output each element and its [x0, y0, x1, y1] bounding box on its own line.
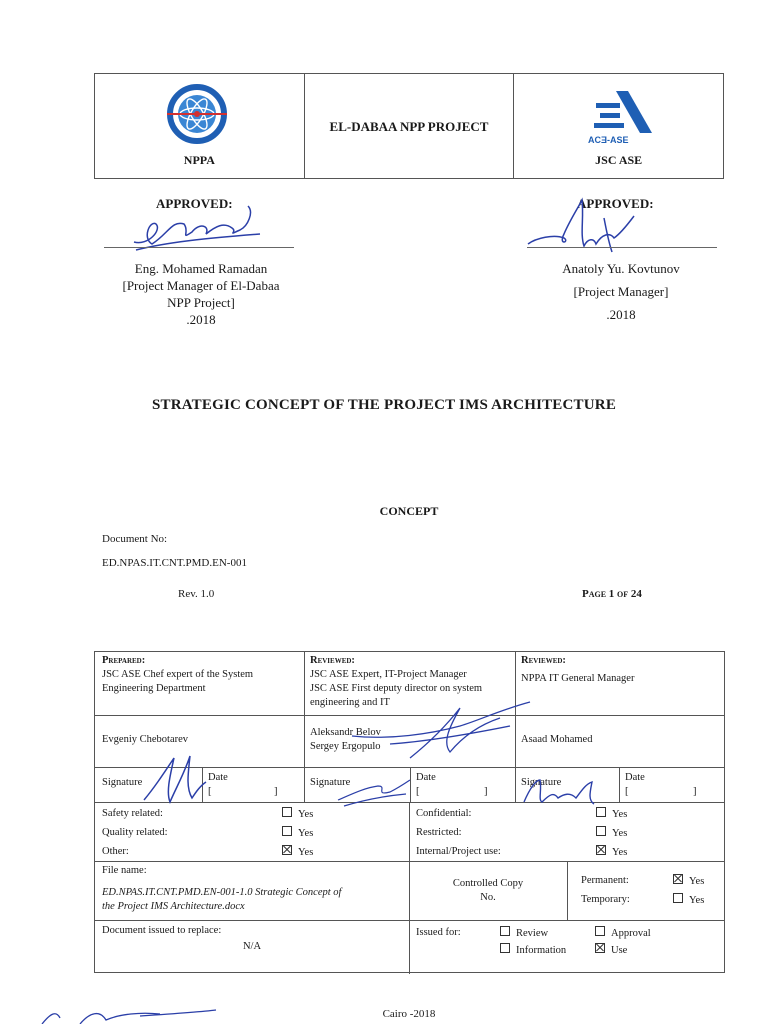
page-indicator: Page 1 of 24 [582, 588, 642, 600]
replace-label: Document issued to replace: [102, 925, 222, 936]
reviewed-heading-1: Reviewed: [310, 655, 355, 666]
document-type: CONCEPT [379, 504, 439, 518]
name-reviewed1-a: Aleksandr Belov [310, 727, 381, 738]
issued-use-option[interactable] [595, 943, 627, 958]
approval-label: Approval [611, 928, 651, 939]
ase-logo-text: ACƎ-ASE [588, 135, 629, 145]
signature-belov [350, 696, 540, 766]
issued-for-label: Issued for: [416, 927, 461, 938]
other-yes-label: Yes [298, 847, 314, 858]
internal-yes-label: Yes [612, 847, 628, 858]
prepared-heading: Prepared: [102, 655, 146, 666]
signature-kovtunov [524, 194, 644, 260]
controlled-copy-label: Controlled Copy [452, 878, 524, 889]
name-reviewed1-b: Sergey Ergopulo [310, 741, 381, 752]
signature-chebotarev [140, 748, 210, 808]
signature-label-2: Signature [310, 777, 351, 788]
confidential-checkbox[interactable] [596, 807, 606, 817]
approver-left-name: Eng. Mohamed Ramadan [134, 261, 268, 276]
use-checkbox-checked[interactable] [595, 943, 605, 953]
revision: Rev. 1.0 [178, 588, 215, 600]
doc-no-label: Document No: [102, 533, 168, 545]
quality-yes-label: Yes [298, 828, 314, 839]
header-cell-nppa [95, 74, 305, 178]
reviewed1-role-2: JSC ASE First deputy director on system [310, 683, 483, 694]
confidential-yes-label: Yes [612, 809, 628, 820]
reviewed2-role-1: NPPA IT General Manager [521, 673, 635, 684]
internal-yes-option[interactable] [596, 845, 627, 860]
file-name-line-1: ED.NPAS.IT.CNT.PMD.EN-001-1.0 Strategic Concept of [102, 887, 342, 898]
information-checkbox[interactable] [500, 943, 510, 953]
permanent-checkbox-checked[interactable] [673, 874, 683, 884]
permanent-label: Permanent: [581, 875, 629, 886]
header-project-title: EL-DABAA NPP PROJECT [329, 119, 489, 134]
approved-left-heading: APPROVED: [156, 196, 233, 211]
signature-label-3: Signature [521, 777, 562, 788]
information-label: Information [516, 945, 567, 956]
approval-checkbox[interactable] [595, 926, 605, 936]
confidential-label: Confidential: [416, 808, 472, 819]
permanent-yes-option[interactable] [673, 874, 704, 889]
signature-asaad [520, 776, 600, 808]
nppa-logo-icon [165, 82, 229, 146]
approver-right-name: Anatoly Yu. Kovtunov [562, 261, 680, 276]
date-bracket-open-1: [ [208, 786, 212, 797]
date-bracket-close-1: ] [274, 786, 278, 797]
footer-city-year: Cairo -2018 [382, 1008, 436, 1020]
reviewed1-role-1: JSC ASE Expert, IT-Project Manager [310, 669, 467, 680]
internal-use-label: Internal/Project use: [416, 846, 501, 857]
approved-right-heading: APPROVED: [577, 196, 654, 211]
prepared-role-2: Engineering Department [102, 683, 206, 694]
document-title: STRATEGIC CONCEPT OF THE PROJECT IMS ARCHITECTURE [151, 397, 617, 413]
table-vline [619, 767, 620, 802]
other-yes-option[interactable] [282, 845, 313, 860]
safety-yes-option[interactable] [282, 807, 313, 822]
safety-related-label: Safety related: [102, 808, 163, 819]
date-label-2: Date [416, 772, 436, 783]
approver-right-date: .2018 [606, 307, 636, 322]
temporary-label: Temporary: [581, 894, 630, 905]
date-label-1: Date [208, 772, 228, 783]
signature-label-1: Signature [102, 777, 143, 788]
replace-value: N/A [242, 941, 262, 952]
restricted-label: Restricted: [416, 827, 462, 838]
other-checkbox-checked[interactable] [282, 845, 292, 855]
header-table [94, 73, 724, 179]
restricted-yes-label: Yes [612, 828, 628, 839]
review-label: Review [516, 928, 549, 939]
reviewed1-role-3: engineering and IT [310, 697, 390, 708]
file-name-line-2: the Project IMS Architecture.docx [102, 901, 245, 912]
restricted-yes-option[interactable] [596, 826, 627, 841]
quality-related-label: Quality related: [102, 827, 168, 838]
issued-information-option[interactable] [500, 943, 566, 958]
approver-left-date: .2018 [186, 312, 216, 327]
temporary-yes-label: Yes [689, 895, 705, 906]
file-name-label: File name: [102, 865, 147, 876]
approver-right-block [516, 260, 726, 323]
table-vline [567, 861, 568, 920]
header-cell-project [305, 74, 515, 178]
approver-right-role: [Project Manager] [573, 284, 669, 299]
header-label-ase: JSC ASE [595, 153, 643, 167]
permanent-yes-label: Yes [689, 876, 705, 887]
safety-yes-label: Yes [298, 809, 314, 820]
controlled-copy-no: No. [480, 892, 496, 903]
prepared-role-1: JSC ASE Chef expert of the System [102, 669, 254, 680]
restricted-checkbox[interactable] [596, 826, 606, 836]
review-checkbox[interactable] [500, 926, 510, 936]
issued-approval-option[interactable] [595, 926, 651, 941]
ase-logo-icon [586, 87, 654, 145]
approver-left-role-2: NPP Project] [167, 295, 235, 310]
header-label-nppa: NPPA [183, 153, 215, 167]
quality-checkbox[interactable] [282, 826, 292, 836]
table-vline [304, 652, 305, 802]
internal-checkbox-checked[interactable] [596, 845, 606, 855]
approver-left-role-1: [Project Manager of El-Dabaa [122, 278, 280, 293]
header-cell-ase [514, 74, 723, 178]
date-bracket-open-3: [ [625, 786, 629, 797]
name-prepared: Evgeniy Chebotarev [102, 734, 189, 745]
signature-ergopulo [334, 774, 414, 808]
approver-left-block [96, 260, 306, 328]
date-bracket-close-3: ] [693, 786, 697, 797]
reviewed-heading-2: Reviewed: [521, 655, 566, 666]
temporary-yes-option[interactable] [673, 893, 704, 908]
quality-yes-option[interactable] [282, 826, 313, 841]
issued-review-option[interactable] [500, 926, 548, 941]
use-label: Use [611, 945, 628, 956]
confidential-yes-option[interactable] [596, 807, 627, 822]
signature-line-right [527, 247, 717, 248]
other-label: Other: [102, 846, 129, 857]
name-reviewed2: Asaad Mohamed [521, 734, 593, 745]
signature-line-left [104, 247, 294, 248]
date-label-3: Date [625, 772, 645, 783]
safety-checkbox[interactable] [282, 807, 292, 817]
temporary-checkbox[interactable] [673, 893, 683, 903]
date-bracket-close-2: ] [484, 786, 488, 797]
doc-no-value: ED.NPAS.IT.CNT.PMD.EN-001 [102, 557, 247, 569]
date-bracket-open-2: [ [416, 786, 420, 797]
